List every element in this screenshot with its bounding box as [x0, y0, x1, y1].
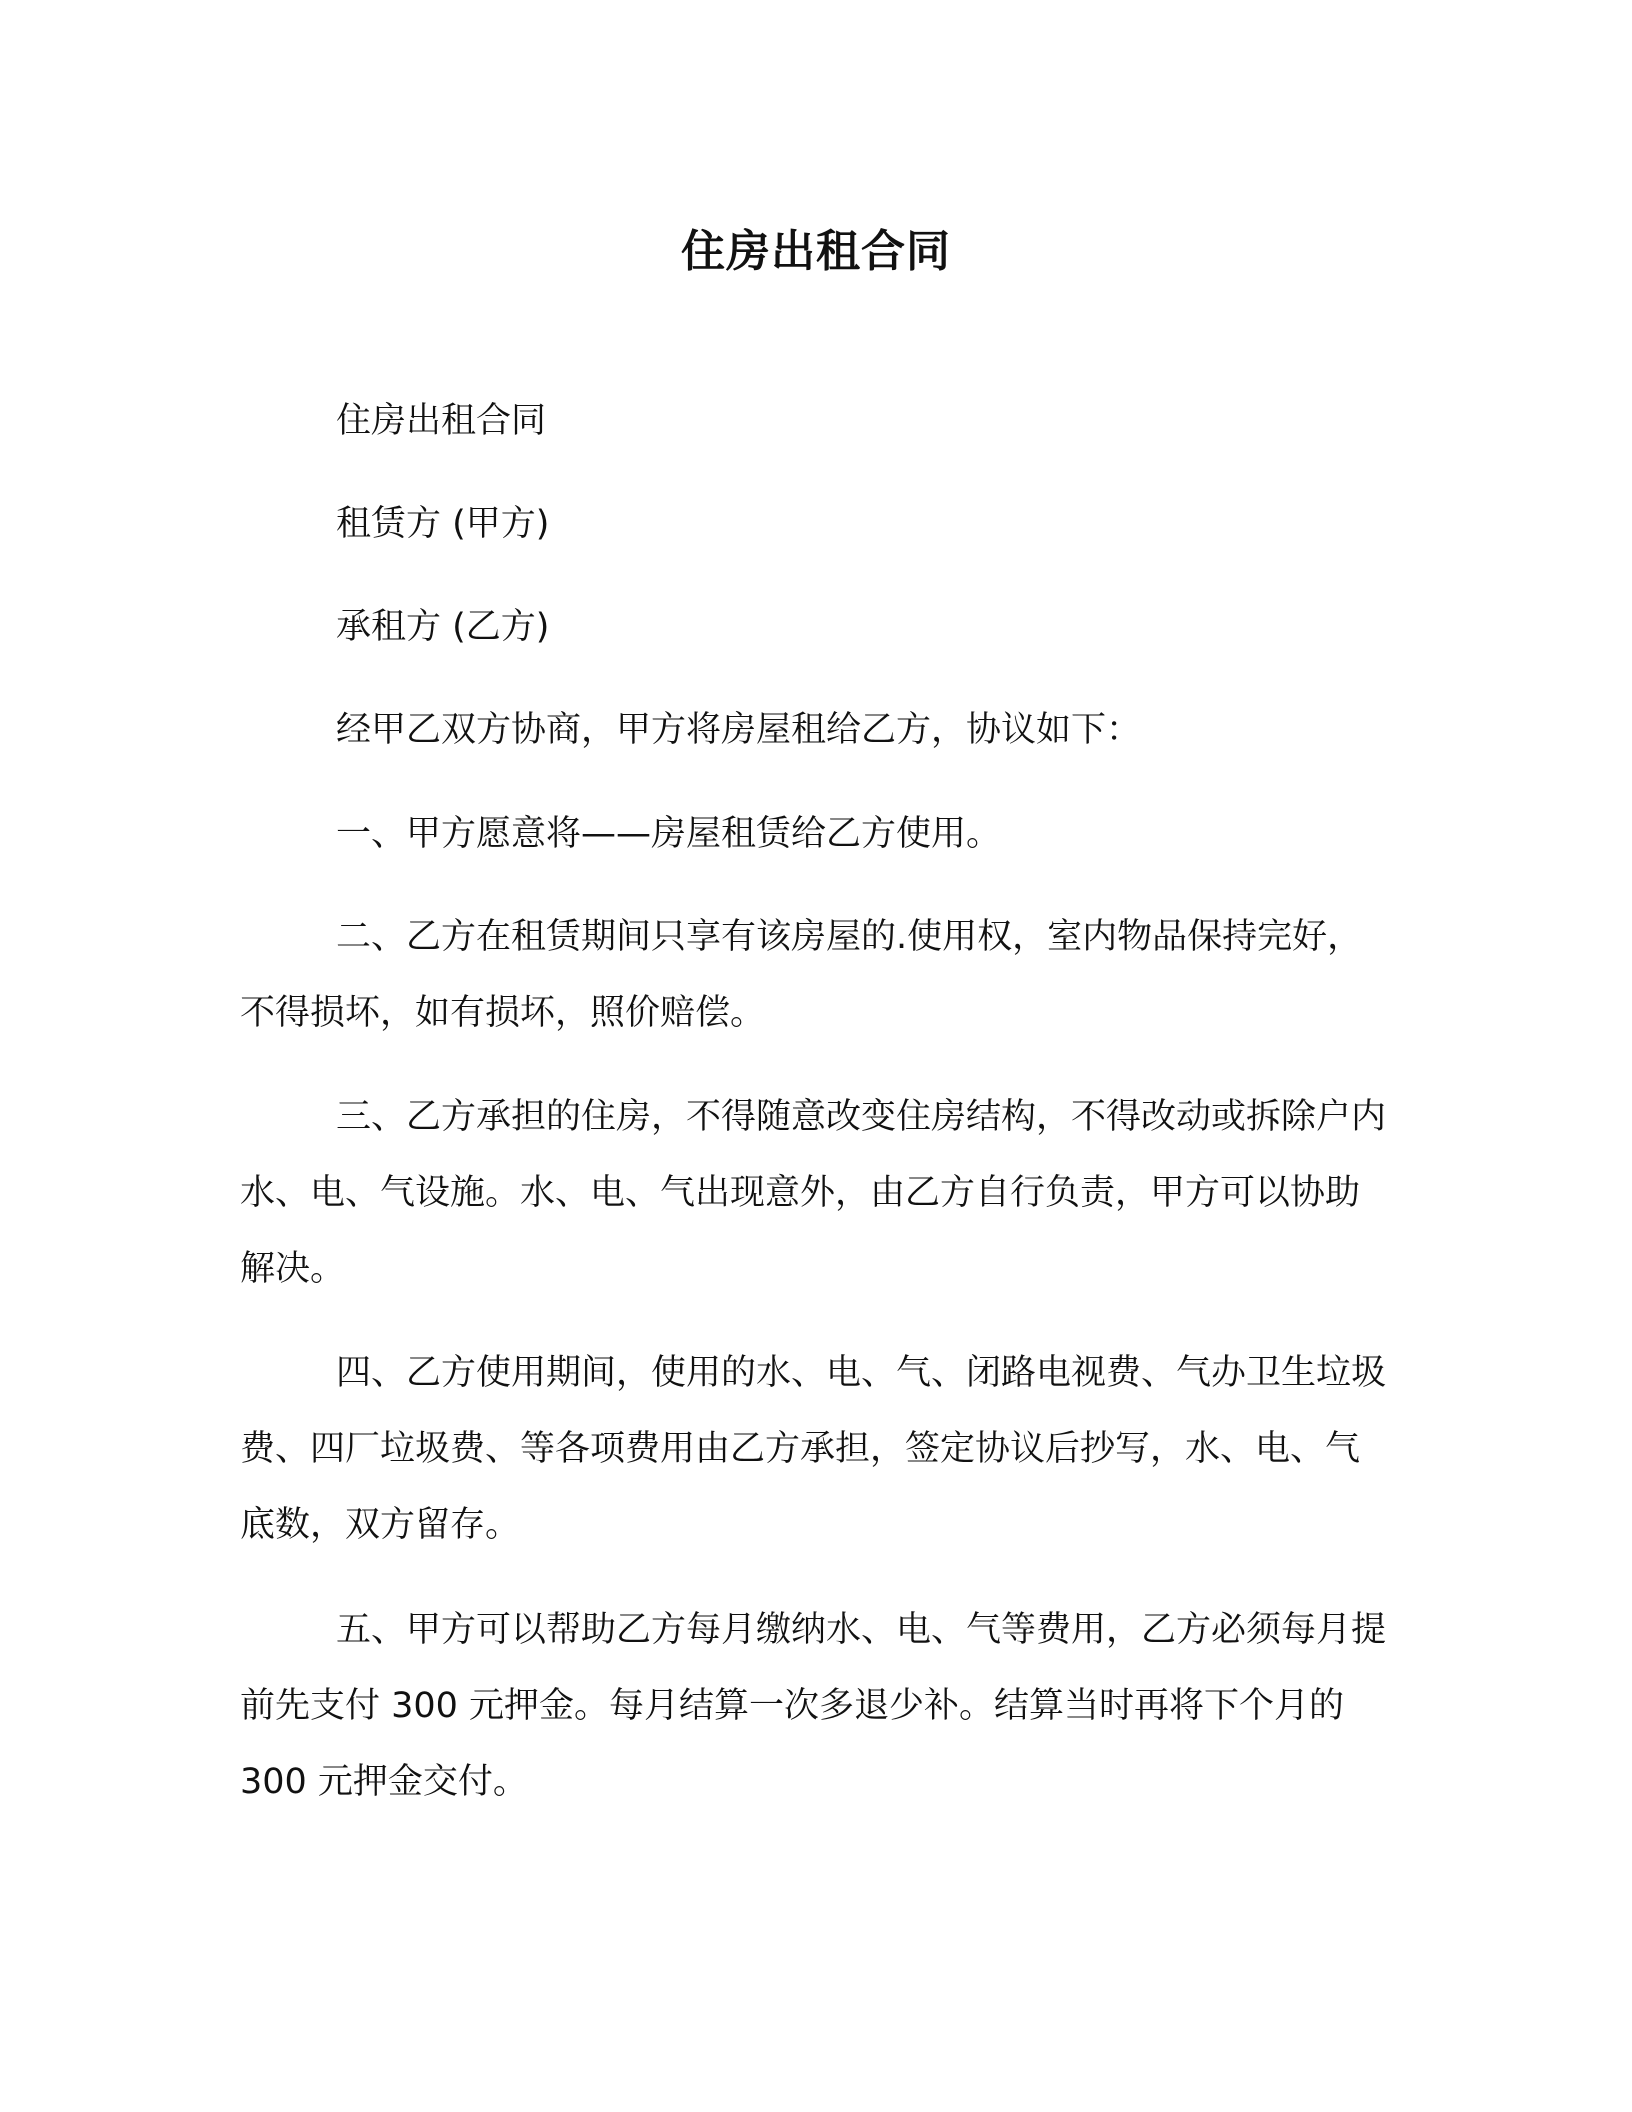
clause-3: 三、乙方承担的住房，不得随意改变住房结构，不得改动或拆除户内水、电、气设施。水、电、气出现意外，由乙方自行负责，甲方可以协助解决。 — [240, 1097, 1387, 1289]
paragraph-lessor: 租赁方 (甲方) — [336, 504, 550, 544]
paragraph-heading: 住房出租合同 — [336, 401, 547, 441]
clause-5: 五、甲方可以帮助乙方每月缴纳水、电、气等费用，乙方必须每月提前先支付 300 元押金。每月结算一次多退少补。结算当时再将下个月的 300 元押金交付。 — [240, 1610, 1387, 1802]
clause-1: 一、甲方愿意将——房屋租赁给乙方使用。 — [336, 814, 1002, 854]
clause-4: 四、乙方使用期间，使用的水、电、气、闭路电视费、气办卫生垃圾费、四厂垃圾费、等各项费用由乙方承担，签定协议后抄写，水、电、气底数，双方留存。 — [240, 1353, 1387, 1545]
paragraph-lessee: 承租方 (乙方) — [336, 607, 550, 647]
clause-2: 二、乙方在租赁期间只享有该房屋的.使用权，室内物品保持完好，不得损坏，如有损坏，照价赔偿。 — [240, 917, 1363, 1033]
document-title: 住房出租合同 — [681, 226, 951, 277]
paragraph-intro: 经甲乙双方协商，甲方将房屋租给乙方，协议如下： — [336, 710, 1142, 750]
